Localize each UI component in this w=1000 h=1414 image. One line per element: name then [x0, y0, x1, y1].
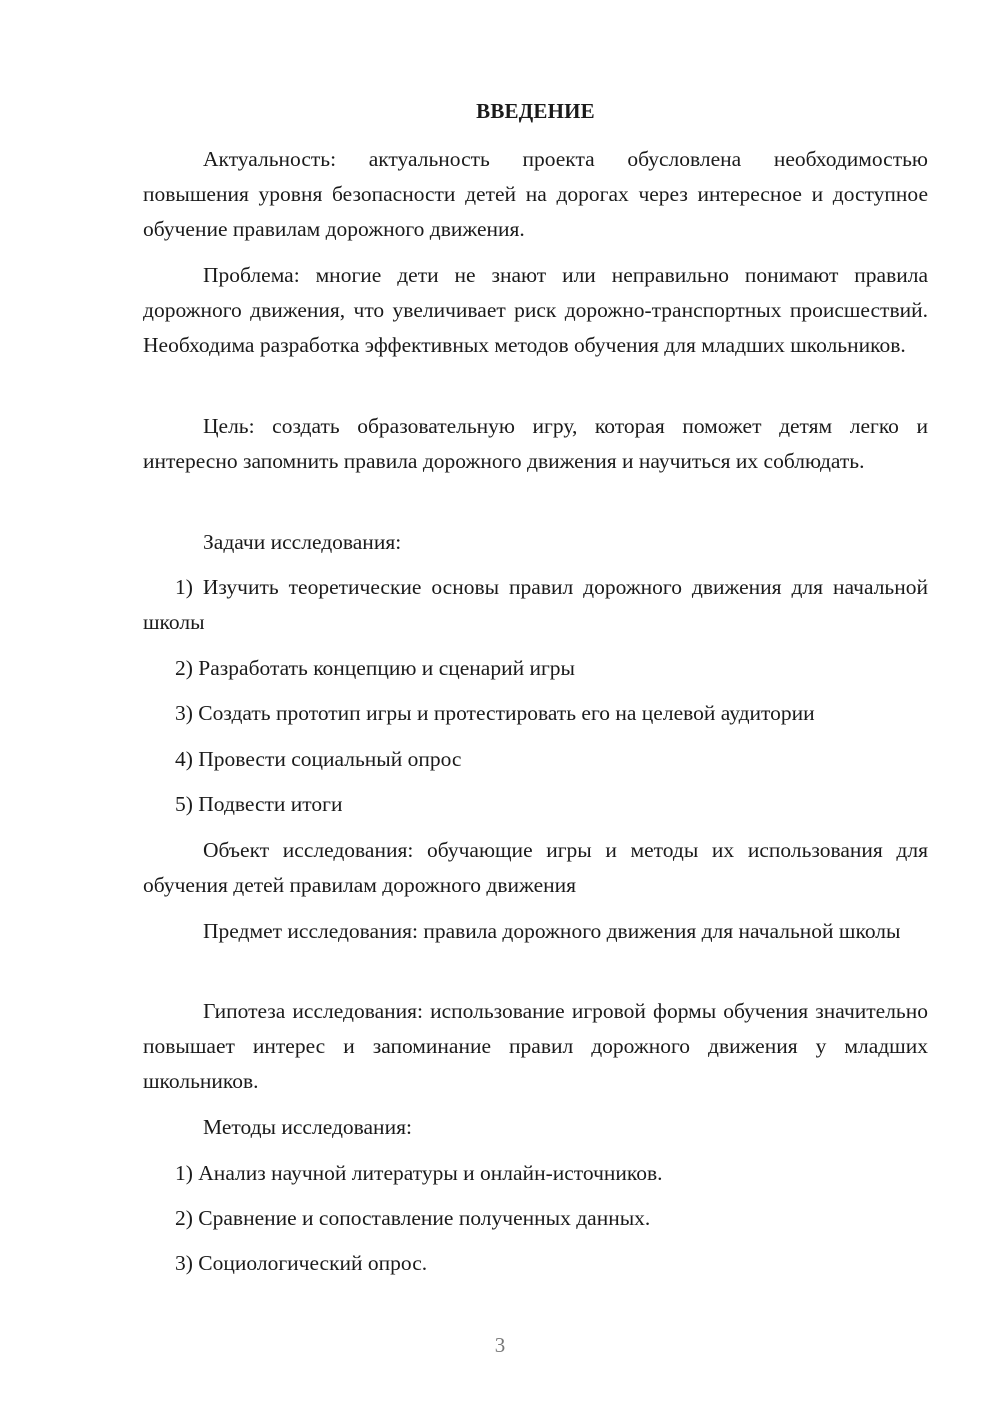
subject-paragraph: Предмет исследования: правила дорожного движения для начальной школы: [203, 919, 901, 943]
method-item: 2) Сравнение и сопоставление полученных данных.: [175, 1206, 651, 1230]
object-paragraph: Объект исследования: обучающие игры и методы их использования для обучения детей правилам дорожного движения: [143, 838, 928, 897]
tasks-heading: Задачи исследования:: [203, 530, 402, 554]
methods-heading: Методы исследования:: [203, 1115, 412, 1139]
task-item: 3) Создать прототип игры и протестировать его на целевой аудитории: [175, 701, 815, 725]
task-item: 4) Провести социальный опрос: [175, 747, 462, 771]
method-item: 3) Социологический опрос.: [175, 1251, 428, 1275]
relevance-paragraph: Актуальность: актуальность проекта обусловлена необходимостью повышения уровня безопасности детей на дорогах через интересное и доступное обучение правилам дорожного движения.: [143, 147, 928, 241]
goal-paragraph: Цель: создать образовательную игру, которая поможет детям легко и интересно запомнить правила дорожного движения и научиться их соблюдать.: [143, 414, 928, 473]
task-item: 5) Подвести итоги: [175, 792, 343, 816]
problem-paragraph: Проблема: многие дети не знают или неправильно понимают правила дорожного движения, что увеличивает риск дорожно-транспортных происшествий. Необходима разработка эффективных методов обучения для младших школьников.: [143, 263, 928, 357]
method-item: 1) Анализ научной литературы и онлайн-источников.: [175, 1161, 663, 1185]
page-number: 3: [494, 1333, 506, 1357]
task-item: 2) Разработать концепцию и сценарий игры: [175, 656, 575, 680]
task-item: 1) Изучить теоретические основы правил дорожного движения для начальной школы: [143, 575, 928, 634]
section-title: ВВЕДЕНИЕ: [476, 99, 595, 123]
hypothesis-paragraph: Гипотеза исследования: использование игровой формы обучения значительно повышает интерес и запоминание правил дорожного движения у младших школьников.: [143, 999, 928, 1093]
